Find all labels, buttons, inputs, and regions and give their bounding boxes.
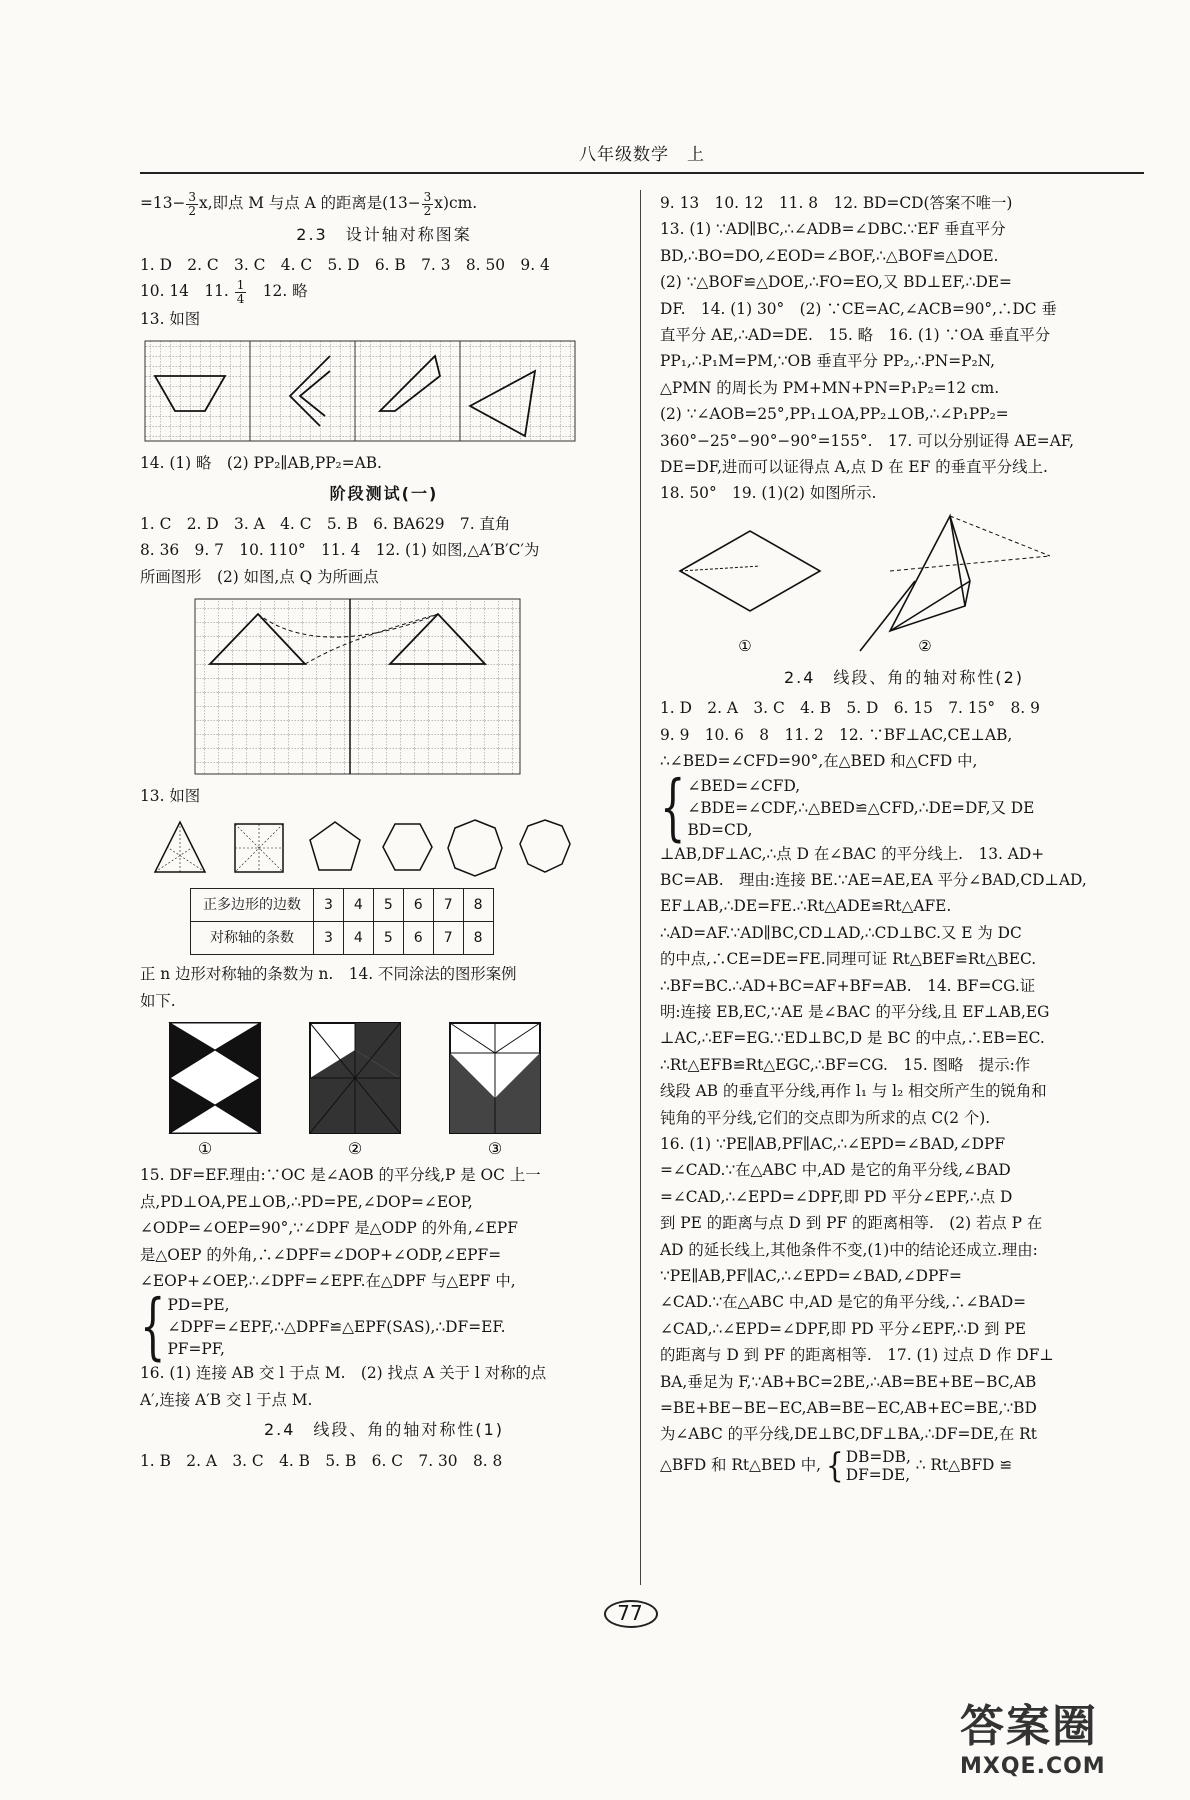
fraction — [422, 191, 434, 218]
equation-system — [660, 766, 1148, 849]
text-line: 点,PD⊥OA,PE⊥OB,∴PD=PE,∠DOP=∠EOP, — [140, 1192, 473, 1211]
pattern-3 — [450, 1023, 540, 1133]
text-line: 14. (1) 略 (2) PP₂∥AB,PP₂=AB. — [140, 454, 382, 473]
hexagon-icon — [383, 824, 432, 870]
fraction — [186, 191, 198, 218]
dashed-line — [890, 556, 1050, 571]
system-line: ∠BDE=∠CDF,∴△BED≌△CFD,∴DE=DF,又 DE — [687, 798, 1035, 817]
text-line: 直平分 AE,∴AD=DE. 15. 略 16. (1) ∵OA 垂直平分 — [660, 326, 1051, 345]
text-line: ⊥AC,∴EF=EG.∵ED⊥BC,D 是 BC 的中点,∴EB=EC. — [660, 1029, 1045, 1048]
text-line: ∠CAD.∵在△ABC 中,AD 是它的角平分线,∴∠BAD= — [660, 1293, 1027, 1312]
text-line: 13. 如图 — [140, 787, 201, 806]
figure-label: ③ — [487, 1139, 503, 1159]
text-line: A′,连接 A′B 交 l 于点 M. — [140, 1390, 313, 1409]
grid-figures — [140, 336, 628, 446]
text-line: BA,垂足为 F,∵AB+BC=2BE,∴AB=BE+BE−BC,AB — [660, 1372, 1037, 1391]
text-line: 18. 50° 19. (1)(2) 如图所示. — [660, 484, 877, 503]
figure-label: ① — [197, 1139, 213, 1159]
system-line: ∠BED=∠CFD, — [687, 776, 801, 795]
text-line: 16. (1) ∵PE∥AB,PF∥AC,∴∠EPD=∠BAD,∠DPF — [660, 1134, 1006, 1153]
reflection-figure — [140, 594, 628, 779]
system-line: ∠DPF=∠EPF,∴△DPF≌△EPF(SAS),∴DF=EF. — [167, 1318, 506, 1337]
table-cell: 8 — [463, 888, 493, 921]
system-lines — [167, 1294, 505, 1360]
text-line: 正 n 边形对称轴的条数为 n. 14. 不同涂法的图形案例 — [140, 965, 517, 984]
text-line: 到 PE 的距离与点 D 到 PF 的距离相等. (2) 若点 P 在 — [660, 1214, 1043, 1233]
table-cell: 3 — [314, 888, 344, 921]
triangle-shape — [890, 516, 965, 631]
text-line: 8. 36 9. 7 10. 110° 11. 4 12. (1) 如图,△A′B′C′为 — [140, 541, 540, 560]
grid-figures-svg — [140, 336, 580, 446]
brace-icon: { — [660, 766, 686, 849]
text-line: EF⊥AB,∴DE=FE.∴Rt△ADE≌Rt△AFE. — [660, 897, 952, 916]
system-line: DF=DE, — [845, 1465, 911, 1484]
text-line: (2) ∵∠AOB=25°,PP₁⊥OA,PP₂⊥OB,∴∠P₁PP₂= — [660, 405, 1009, 424]
system-lines — [846, 1448, 911, 1484]
system-line: BD=CD, — [687, 820, 753, 839]
text-line: =∠CAD,∴∠EPD=∠DPF,即 PD 平分∠EPF,∴点 D — [660, 1187, 1013, 1206]
system-line: DB=DB, — [845, 1447, 911, 1466]
coloring-figures — [140, 1018, 628, 1158]
text-fragment: △BFD 和 Rt△BED 中, — [660, 1455, 822, 1474]
octagon-icon — [520, 820, 570, 872]
watermark — [960, 1690, 1170, 1785]
rhombus-shape — [680, 531, 820, 611]
text-line: 是△OEP 的外角,∴∠DPF=∠DOP+∠ODP,∠EPF= — [140, 1245, 502, 1264]
grid — [145, 341, 575, 441]
table-row — [191, 888, 494, 921]
fraction-denominator: 2 — [423, 203, 432, 218]
page-header: 八年级数学 上 — [579, 145, 705, 165]
text-line: 1. B 2. A 3. C 4. B 5. B 6. C 7. 30 8. 8 — [140, 1451, 503, 1470]
text-line: 9. 9 10. 6 8 11. 2 12. ∵BF⊥AC,CE⊥AB, — [660, 725, 1013, 744]
figure-label: ② — [918, 636, 932, 655]
text-line: 1. C 2. D 3. A 4. C 5. B 6. BA629 7. 直角 — [140, 515, 511, 534]
dashed-line — [680, 566, 760, 571]
column-divider — [640, 190, 641, 1585]
grid — [195, 599, 520, 774]
watermark-line: 答案圈 — [960, 1701, 1098, 1752]
text-line: 所画图形 (2) 如图,点 Q 为所画点 — [140, 567, 379, 586]
text-line: (2) ∵△BOF≌△DOE,∴FO=EO,又 BD⊥EF,∴DE= — [660, 273, 1012, 292]
regular-polygons — [140, 814, 628, 884]
section-title: 2.3 设计轴对称图案 — [296, 224, 472, 244]
text-line: 为∠ABC 的平分线,DE⊥BC,DF⊥BA,∴DF=DE,在 Rt — [660, 1425, 1037, 1444]
table-cell: 7 — [433, 888, 463, 921]
brace-icon: { — [825, 1445, 844, 1486]
text-fragment: 10. 14 11. — [140, 282, 229, 301]
pattern-1 — [170, 1023, 260, 1133]
text-line: =∠CAD.∵在△ABC 中,AD 是它的角平分线,∠BAD — [660, 1161, 1011, 1180]
text-line: ∠EOP+∠OEP,∴∠DPF=∠EPF.在△DPF 与△EPF 中, — [140, 1271, 516, 1290]
brace-icon: { — [140, 1285, 166, 1369]
text-line: =BE+BE−BE−EC,AB=BE−EC,AB+EC=BE,∵BD — [660, 1399, 1037, 1418]
figure-label: ① — [738, 636, 752, 655]
text-line: 9. 13 10. 12 11. 8 12. BD=CD(答案不唯一) — [660, 194, 1013, 212]
fraction-denominator: 4 — [236, 291, 245, 306]
text-line: ∴AD=AF.∵AD∥BC,CD⊥AD,∴CD⊥BC.又 E 为 DC — [660, 923, 1022, 942]
text-line: BC=AB. 理由:连接 BE.∵AE=AE,EA 平分∠BAD,CD⊥AD, — [660, 870, 1087, 889]
reflection-figure-svg — [190, 594, 590, 779]
text-line: 13. 如图 — [140, 309, 201, 328]
table-cell: 5 — [373, 922, 403, 955]
table-cell: 正多边形的边数 — [191, 888, 314, 921]
polygon-table — [190, 888, 494, 956]
fraction-numerator: 3 — [188, 189, 197, 204]
table-cell: 5 — [373, 888, 403, 921]
text-line: AD 的延长线上,其他条件不变,(1)中的结论还成立.理由: — [660, 1240, 1038, 1259]
table-cell: 7 — [433, 922, 463, 955]
text-fragment: x,即点 M 与点 A 的距离是 — [199, 194, 383, 212]
text-line: 明:连接 EB,EC,∵AE 是∠BAC 的平分线,且 EF⊥AB,EG — [660, 1002, 1050, 1021]
coloring-figures-svg — [140, 1018, 580, 1158]
table-cell: 3 — [314, 922, 344, 955]
dashed-line — [950, 516, 1050, 556]
page-number — [600, 1598, 660, 1628]
text-line: 360°−25°−90°−90°=155°. 17. 可以分别证得 AE=AF, — [660, 431, 1074, 450]
text-fragment: =13− — [140, 194, 186, 212]
equation-system — [140, 1285, 628, 1369]
text-line: 16. (1) 连接 AB 交 l 于点 M. (2) 找点 A 关于 l 对称的点 — [140, 1364, 547, 1383]
text-line: 的中点,∴CE=DE=FE.同理可证 Rt△BEF≌Rt△BEC. — [660, 950, 1037, 969]
left-column — [140, 190, 628, 1474]
text-line: 钝角的平分线,它们的交点即为所求的点 C(2 个). — [660, 1108, 991, 1127]
text-fragment: ∴ Rt△BFD ≌ — [915, 1455, 1013, 1474]
text-line: ∴Rt△EFB≌Rt△EGC,∴BF=CG. 15. 图略 提示:作 — [660, 1055, 1031, 1074]
text-line: 1. D 2. A 3. C 4. B 5. D 6. 15 7. 15° 8. 9 — [660, 699, 1040, 718]
table-cell: 6 — [403, 922, 433, 955]
text-line: ∠CAD,∴∠EPD=∠DPF,即 PD 平分∠EPF,∴D 到 PE — [660, 1319, 1026, 1338]
page-number-text: 77 — [617, 1601, 643, 1625]
text-line: 1. D 2. C 3. C 4. C 5. D 6. B 7. 3 8. 50 9. 4 — [140, 255, 550, 274]
fraction-numerator: 3 — [423, 189, 432, 204]
table-cell: 8 — [463, 922, 493, 955]
fraction — [235, 279, 247, 306]
geometry-figures — [660, 511, 1148, 661]
section-title: 阶段测试(一) — [329, 483, 439, 503]
text-fragment: (13− — [382, 194, 421, 212]
table-cell: 4 — [343, 922, 373, 955]
table-cell: 4 — [343, 888, 373, 921]
right-column — [660, 190, 1148, 1484]
pentagon-icon — [310, 822, 360, 870]
table-row — [191, 922, 494, 955]
text-line: 的距离与 D 到 PF 的距离相等. 17. (1) 过点 D 作 DF⊥ — [660, 1346, 1054, 1365]
text-line: 13. (1) ∵AD∥BC,∴∠ADB=∠DBC.∵EF 垂直平分 — [660, 220, 1006, 239]
text-line — [660, 1445, 1148, 1486]
text-line: 线段 AB 的垂直平分线,再作 l₁ 与 l₂ 相交所产生的锐角和 — [660, 1082, 1047, 1101]
text-line — [140, 278, 628, 306]
text-line — [140, 190, 628, 218]
table-cell: 6 — [403, 888, 433, 921]
text-line: BD,∴BO=DO,∠EOD=∠BOF,∴△BOF≌△DOE. — [660, 246, 999, 265]
text-line: ∴∠BED=∠CFD=90°,在△BED 和△CFD 中, — [660, 752, 978, 771]
section-title: 2.4 线段、角的轴对称性(1) — [263, 1420, 505, 1440]
segment — [890, 581, 970, 631]
section-title: 2.4 线段、角的轴对称性(2) — [783, 667, 1025, 687]
fraction-denominator: 2 — [188, 203, 197, 218]
text-line: DF. 14. (1) 30° (2) ∵CE=AC,∠ACB=90°,∴DC 垂 — [660, 299, 1057, 318]
system-line: PF=PF, — [167, 1340, 225, 1359]
text-fragment: x)cm. — [434, 194, 478, 212]
text-line: 如下. — [140, 991, 176, 1010]
text-line: ⊥AB,DF⊥AC,∴点 D 在∠BAC 的平分线上. 13. AD+ — [660, 844, 1045, 863]
text-line: ∴BF=BC.∴AD+BC=AF+BF=AB. 14. BF=CG.证 — [660, 976, 1036, 995]
geometry-figures-svg — [660, 511, 1140, 661]
system-line: PD=PE, — [167, 1296, 230, 1315]
text-line: PP₁,∴P₁M=PM,∵OB 垂直平分 PP₂,∴PN=P₂N, — [660, 352, 996, 371]
text-line: △PMN 的周长为 PM+MN+PN=P₁P₂=12 cm. — [660, 378, 1000, 397]
text-line: ∠ODP=∠OEP=90°,∵∠DPF 是△ODP 的外角,∠EPF — [140, 1219, 518, 1238]
text-line: DE=DF,进而可以证得点 A,点 D 在 EF 的垂直平分线上. — [660, 458, 1048, 477]
figure-label: ② — [347, 1139, 363, 1159]
text-line: 15. DF=EF.理由:∵OC 是∠AOB 的平分线,P 是 OC 上一 — [140, 1166, 541, 1185]
regular-polygons-svg — [140, 814, 580, 884]
table-cell: 对称轴的条数 — [191, 922, 314, 955]
header-rule — [140, 172, 1144, 174]
system-lines — [687, 775, 1034, 841]
text-fragment: 12. 略 — [247, 282, 308, 301]
fraction-numerator: 1 — [236, 277, 245, 292]
segment — [965, 581, 970, 606]
text-line: ∵PE∥AB,PF∥AC,∴∠EPD=∠BAD,∠DPF= — [660, 1267, 962, 1285]
watermark-line: MXQE.COM — [960, 1754, 1106, 1779]
segment — [860, 581, 915, 651]
heptagon-icon — [448, 820, 502, 876]
pattern-2 — [310, 1023, 400, 1133]
